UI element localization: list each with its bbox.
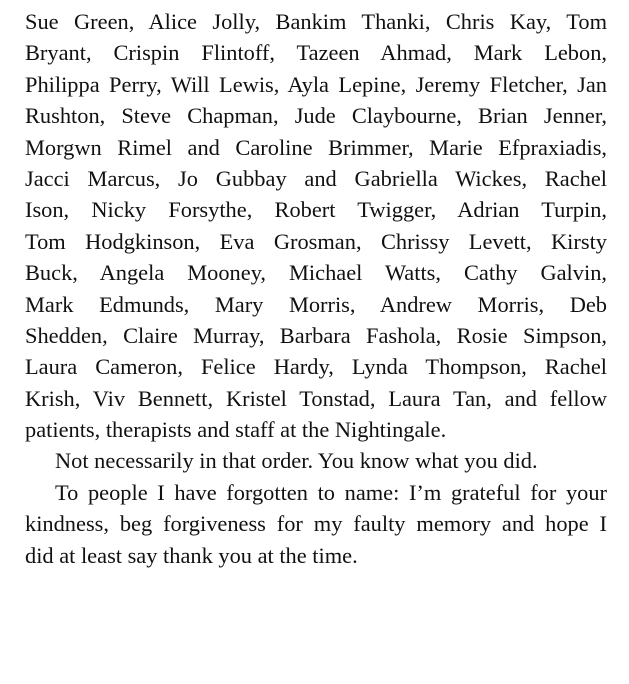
text-line: Not necessarily in that order. You know what you did.	[55, 448, 538, 474]
text-line: Jacci Marcus, Jo Gubbay and Gabriella Wickes, Rachel	[25, 165, 607, 191]
text-line: kindness, beg forgiveness for my faulty memory and hope I	[25, 511, 607, 537]
text-line: To people I have forgotten to name: I’m grateful for your	[55, 479, 607, 505]
text-line: Morgwn Rimel and Caroline Brimmer, Marie Efpraxiadis,	[25, 134, 607, 160]
text-line: Sue Green, Alice Jolly, Bankim Thanki, Chris Kay, Tom	[25, 9, 607, 34]
text-line: Buck, Angela Mooney, Michael Watts, Cathy Galvin,	[25, 260, 607, 286]
text-line: did at least say thank you at the time.	[25, 542, 358, 568]
acknowledgement-names-paragraph	[25, 6, 607, 445]
text-line: patients, therapists and staff at the Nightingale.	[25, 417, 447, 443]
text-line: Philippa Perry, Will Lewis, Ayla Lepine, Jeremy Fletcher, Jan	[25, 71, 607, 97]
text-line: Krish, Viv Bennett, Kristel Tonstad, Laura Tan, and fellow	[25, 385, 607, 411]
order-note-paragraph	[25, 445, 607, 476]
text-line: Mark Edmunds, Mary Morris, Andrew Morris, Deb	[25, 291, 607, 317]
text-line: Bryant, Crispin Flintoff, Tazeen Ahmad, Mark Lebon,	[25, 40, 607, 66]
text-line: Laura Cameron, Felice Hardy, Lynda Thompson, Rachel	[25, 354, 607, 380]
text-line: Tom Hodgkinson, Eva Grosman, Chrissy Levett, Kirsty	[25, 228, 607, 254]
text-line: Shedden, Claire Murray, Barbara Fashola, Rosie Simpson,	[25, 322, 607, 348]
text-line: Ison, Nicky Forsythe, Robert Twigger, Adrian Turpin,	[25, 197, 607, 223]
text-line: Rushton, Steve Chapman, Jude Claybourne, Brian Jenner,	[25, 103, 607, 129]
forgotten-names-paragraph	[25, 477, 607, 571]
